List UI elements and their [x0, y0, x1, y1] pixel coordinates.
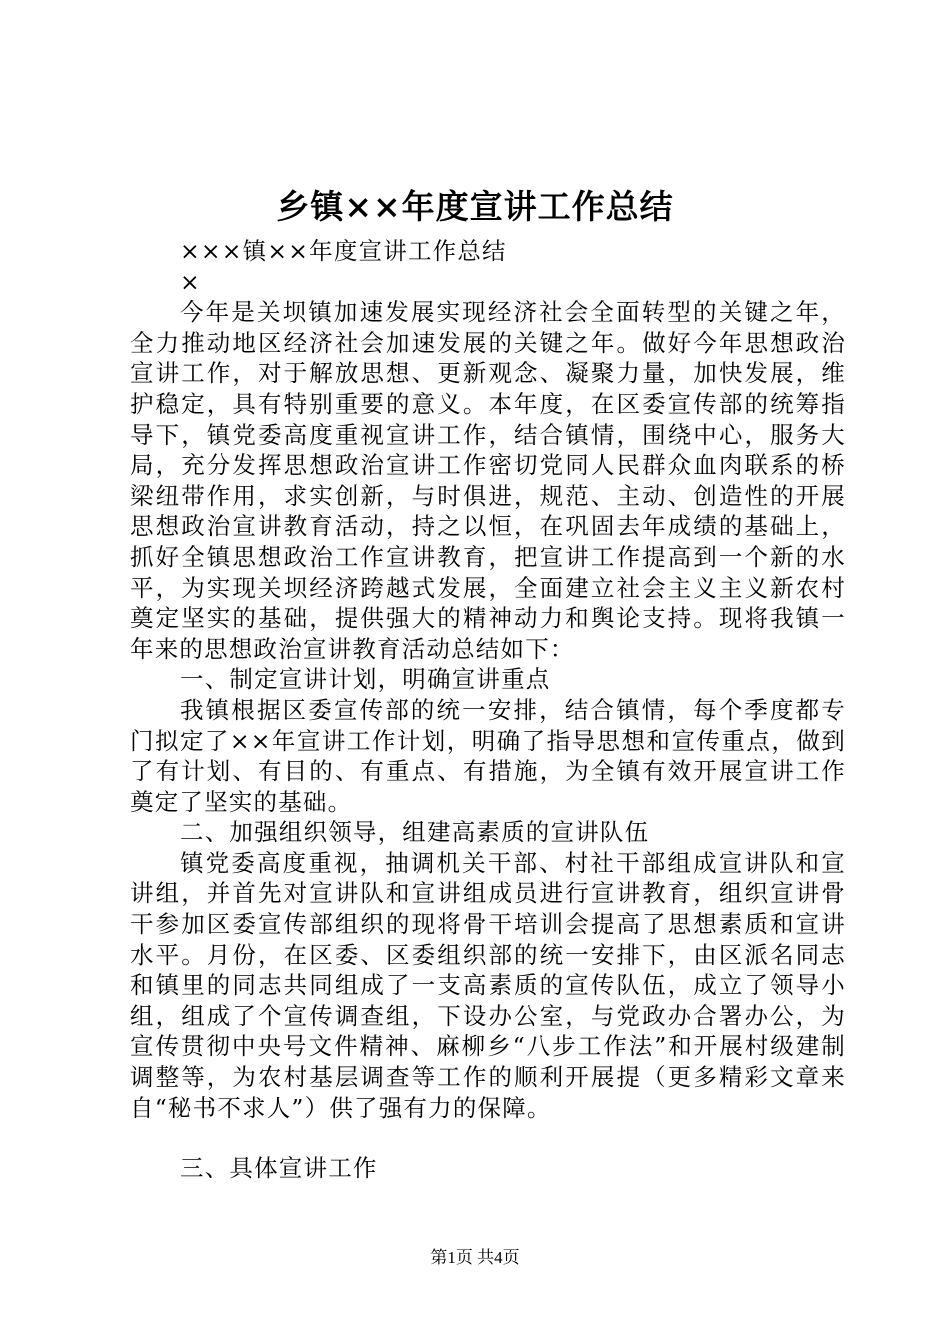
- document-mark: ×: [180, 267, 201, 296]
- page-footer: 第1页 共4页: [430, 1248, 520, 1267]
- paragraph-spacer: [130, 1123, 846, 1153]
- document-title: 乡镇××年度宣讲工作总结: [276, 187, 674, 226]
- section-heading-3: 三、具体宣讲工作: [180, 1154, 378, 1183]
- section-heading-1: 一、制定宣讲计划，明确宣讲重点: [180, 665, 551, 694]
- paragraph-intro: 今年是关坝镇加速发展实现经济社会全面转型的关键之年，全力推动地区经济社会加速发展的关键之年。做好今年思想政治宣讲工作，对于解放思想、更新观念、凝聚力量，加快发展，维护稳定，具有特别重要的意义。本年度，在区委宣传部的统筹指导下，镇党委高度重视宣讲工作，结合镇情，围绕中心，服务大局，充分发挥思想政治宣讲工作密切党同人民群众血肉联系的桥梁纽带作用，求实创新，与时俱进，规范、主动、创造性的开展思想政治宣讲教育活动，持之以恒，在巩固去年成绩的基础上，抓好全镇思想政治工作宣讲教育，把宣讲工作提高到一个新的水平，为实现关坝经济跨越式发展，全面建立社会主义主义新农村奠定坚实的基础，提供强大的精神动力和舆论支持。现将我镇一年来的思想政治宣讲教育活动总结如下：: [130, 298, 846, 663]
- document-subtitle: ×××镇××年度宣讲工作总结: [180, 237, 507, 265]
- paragraph-section-1: 我镇根据区委宣传部的统一安排，结合镇情，每个季度都专门拟定了××年宣讲工作计划，明确了指导思想和宣传重点，做到了有计划、有目的、有重点、有措施，为全镇有效开展宣讲工作奠定了坚实的基础。: [130, 695, 846, 816]
- paragraph-section-2: 镇党委高度重视，抽调机关干部、村社干部组成宣讲队和宣讲组，并首先对宣讲队和宣讲组成员进行宣讲教育，组织宣讲骨干参加区委宣传部组织的现将骨干培训会提高了思想素质和宣讲水平。月份，在区委、区委组织部的统一安排下，由区派名同志和镇里的同志共同组成了一支高素质的宣传队伍，成立了领导小组，组成了个宣传调查组，下设办公室，与党政办合署办公，为宣传贯彻中央号文件精神、麻柳乡“八步工作法”和开展村级建制调整等，为农村基层调查等工作的顺利开展提（更多精彩文章来自“秘书不求人”）供了强有力的保障。: [130, 848, 846, 1122]
- section-heading-2: 二、加强组织领导，组建高素质的宣讲队伍: [180, 818, 650, 847]
- document-body: [130, 236, 846, 1184]
